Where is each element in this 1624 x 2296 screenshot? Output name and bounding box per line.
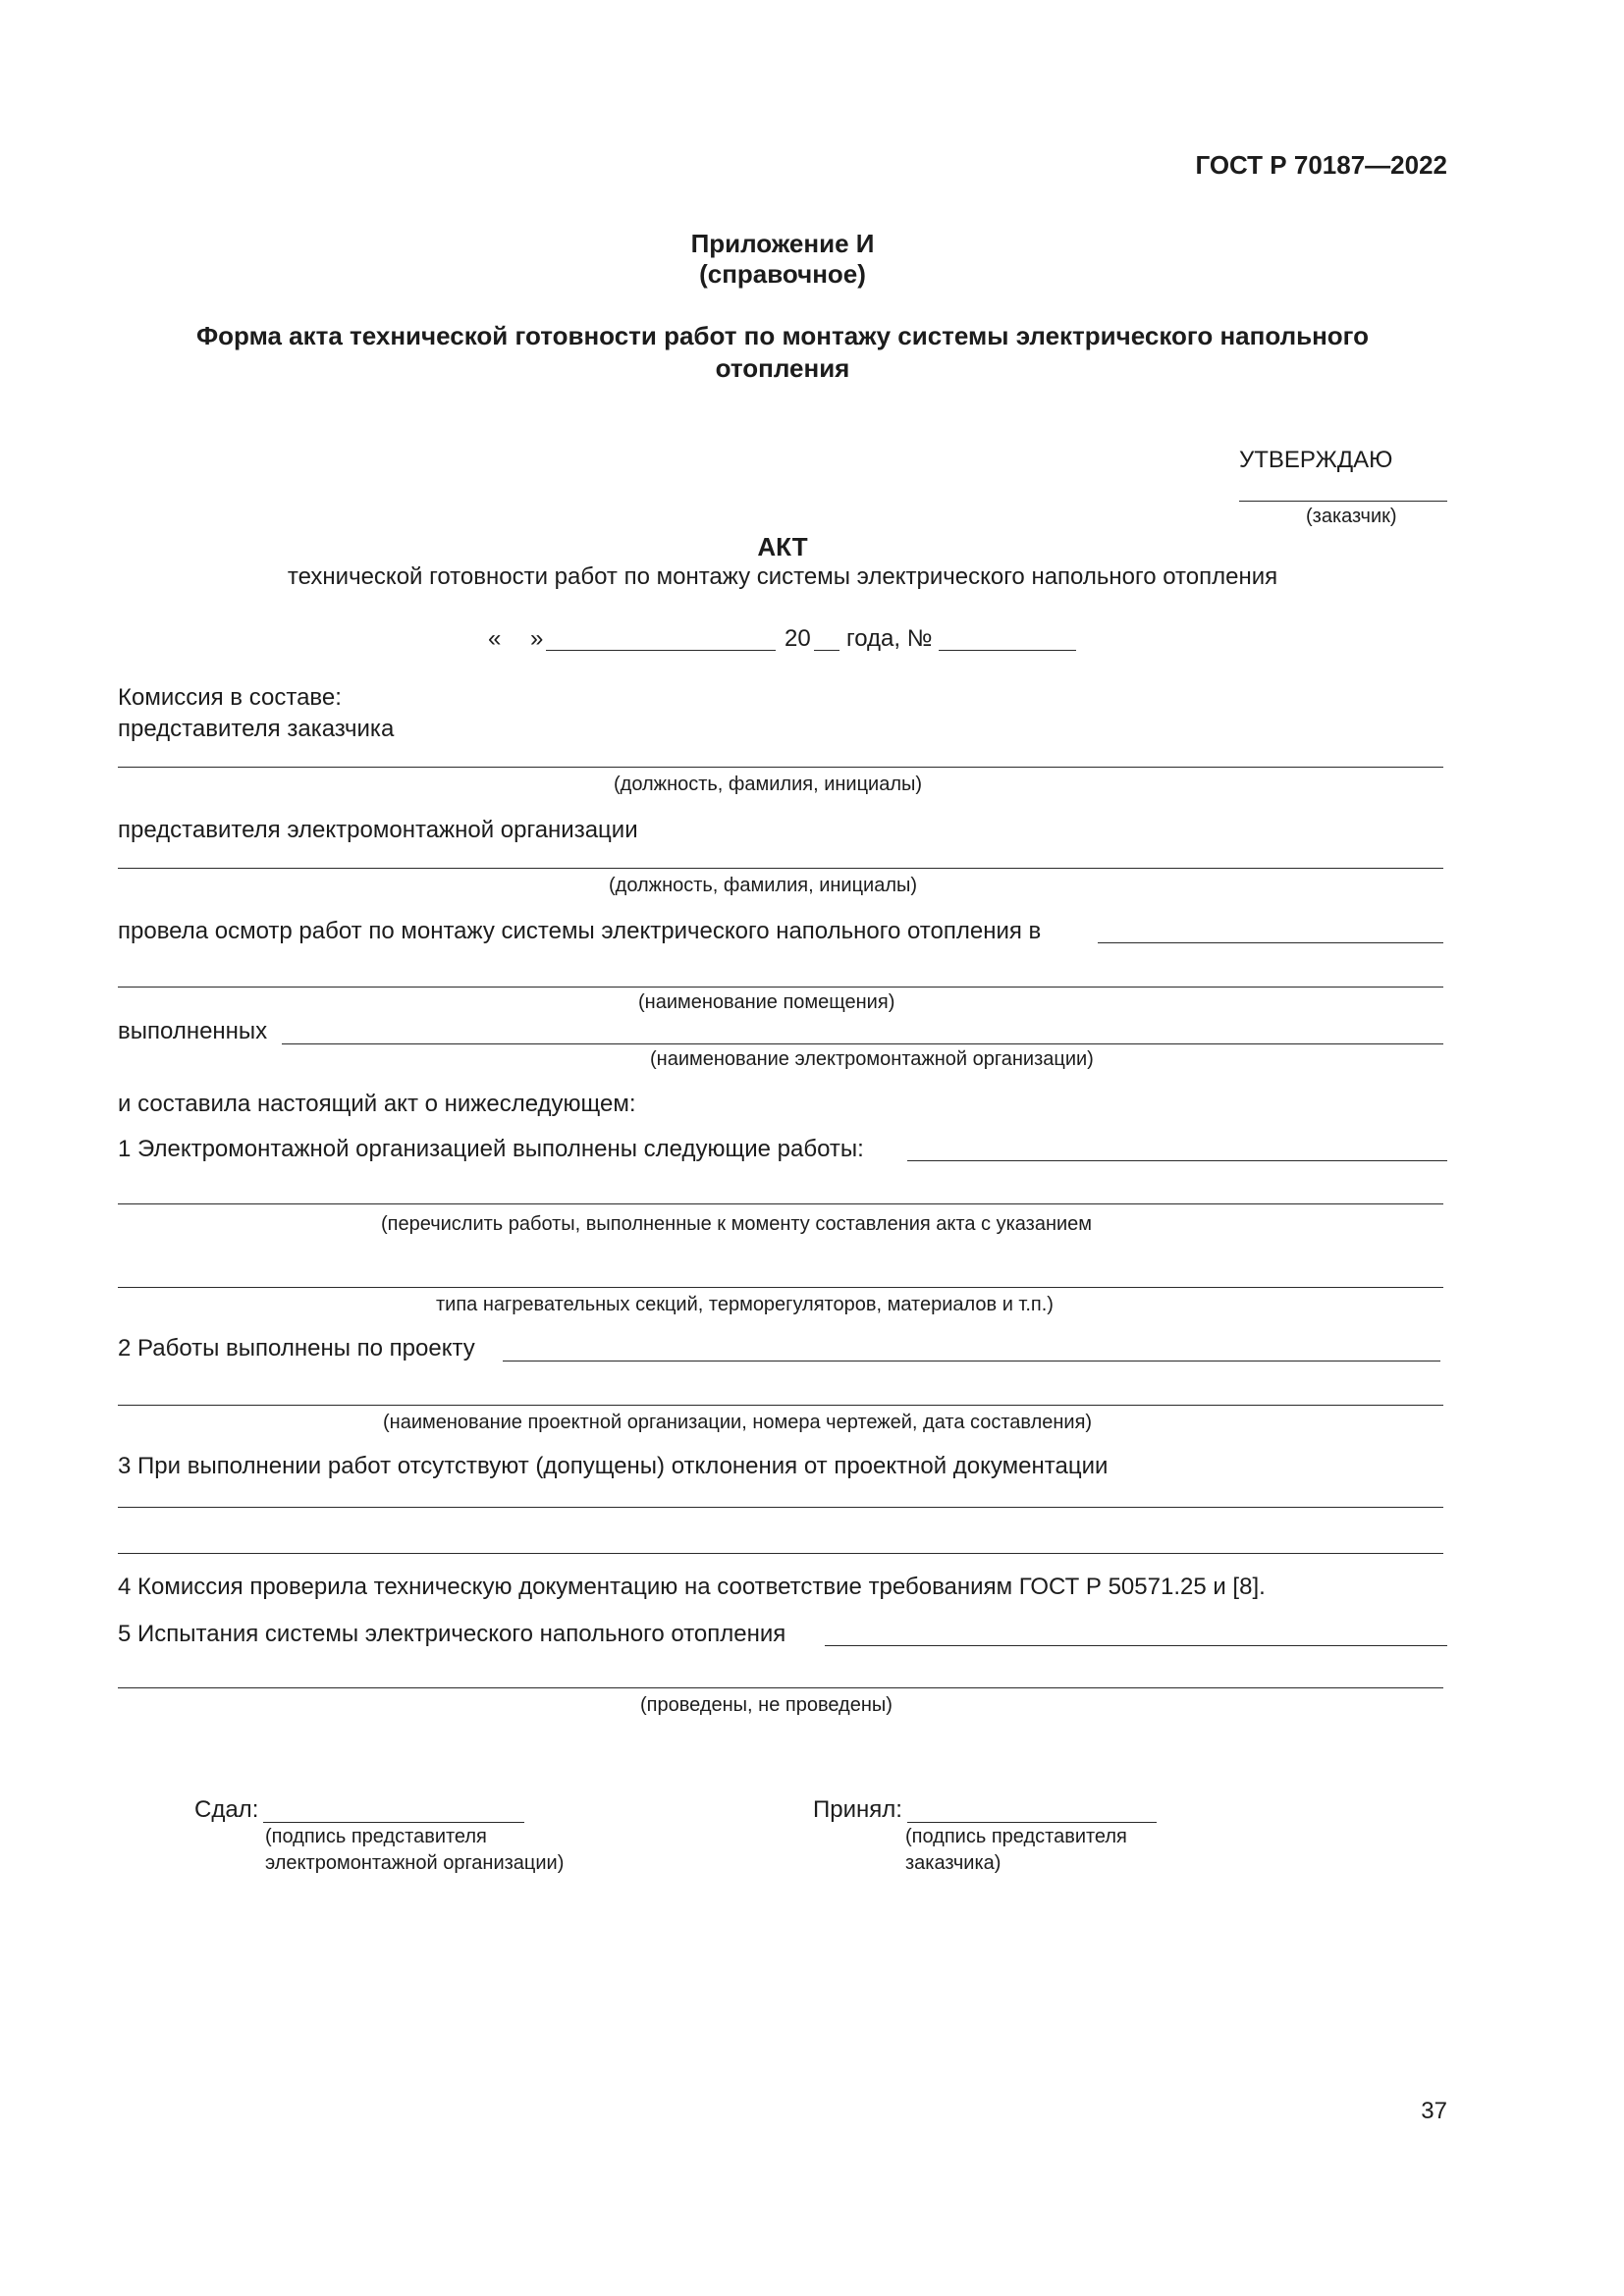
item2-caption: (наименование проектной организации, номера чертежей, дата составления) (383, 1412, 1093, 1433)
accepted-label: Принял: (813, 1796, 902, 1823)
handed-caption-1: (подпись представителя (265, 1826, 487, 1847)
item1-caption-1: (перечислить работы, выполненные к моменту составления акта с указанием (381, 1213, 1093, 1235)
accepted-signature-line (907, 1822, 1157, 1823)
inspection-location-line (1098, 942, 1443, 943)
approval-signature-line (1239, 501, 1447, 502)
act-number-field-line (939, 650, 1076, 651)
customer-rep-line (118, 767, 1443, 768)
room-name-caption: (наименование помещения) (638, 991, 895, 1013)
approval-caption: (заказчик) (1306, 506, 1397, 527)
performed-label: выполненных (118, 1018, 268, 1044)
appendix-title: Приложение И (690, 229, 875, 258)
contractor-rep-label: представителя электромонтажной организации (118, 817, 638, 843)
inspection-text: провела осмотр работ по монтажу системы электрического напольного отопления в (118, 918, 1042, 944)
appendix-subtitle: (справочное) (699, 259, 866, 289)
org-name-caption: (наименование электромонтажной организации) (650, 1048, 1094, 1070)
act-subtitle: технической готовности работ по монтажу системы электрического напольного отопления (287, 563, 1278, 590)
item5-line (118, 1687, 1443, 1688)
approval-label: УТВЕРЖДАЮ (1239, 447, 1393, 473)
date-open-quote: « (488, 625, 502, 652)
form-title-line2: отопления (715, 353, 850, 383)
item4-text: 4 Комиссия проверила техническую документацию на соответствие требованиям ГОСТ Р 50571.25 и [8]. (118, 1574, 1266, 1600)
form-title-line1: Форма акта технической готовности работ по монтажу системы электрического напольного (195, 321, 1370, 350)
item2-text: 2 Работы выполнены по проекту (118, 1335, 475, 1362)
page-number: 37 (1421, 2098, 1447, 2124)
contractor-rep-line (118, 868, 1443, 869)
customer-rep-label: представителя заказчика (118, 716, 395, 742)
item2-line (118, 1405, 1443, 1406)
accepted-caption-2: заказчика) (905, 1852, 1001, 1874)
date-close-quote: » (530, 625, 544, 652)
item1-inline-line (907, 1160, 1447, 1161)
year-number-label: года, № (846, 625, 933, 652)
item5-text: 5 Испытания системы электрического напольного отопления (118, 1621, 786, 1647)
compiled-statement: и составила настоящий акт о нижеследующем: (118, 1091, 636, 1117)
document-standard-number: ГОСТ Р 70187—2022 (1195, 150, 1447, 180)
date-field-line (546, 650, 776, 651)
item5-inline-line (825, 1645, 1447, 1646)
contractor-rep-caption: (должность, фамилия, инициалы) (609, 875, 918, 896)
item3-line-1 (118, 1507, 1443, 1508)
year-field-line (814, 650, 839, 651)
handed-signature-line (263, 1822, 524, 1823)
item5-caption: (проведены, не проведены) (640, 1694, 893, 1716)
handed-caption-2: электромонтажной организации) (265, 1852, 565, 1874)
item1-line-1 (118, 1203, 1443, 1204)
item3-text: 3 При выполнении работ отсутствуют (допущены) отклонения от проектной документации (118, 1453, 1109, 1479)
item2-inline-line (503, 1361, 1440, 1362)
accepted-caption-1: (подпись представителя (905, 1826, 1127, 1847)
room-name-line (118, 987, 1443, 988)
customer-rep-caption: (должность, фамилия, инициалы) (614, 774, 923, 795)
handed-label: Сдал: (194, 1796, 259, 1823)
item1-text: 1 Электромонтажной организацией выполнены следующие работы: (118, 1136, 864, 1162)
year-prefix: 20 (785, 625, 811, 652)
item1-caption-2: типа нагревательных секций, терморегуляторов, материалов и т.п.) (436, 1294, 1054, 1315)
act-title: АКТ (757, 532, 808, 561)
item1-line-2 (118, 1287, 1443, 1288)
org-name-line (282, 1043, 1443, 1044)
item3-line-2 (118, 1553, 1443, 1554)
commission-intro: Комиссия в составе: (118, 684, 342, 711)
